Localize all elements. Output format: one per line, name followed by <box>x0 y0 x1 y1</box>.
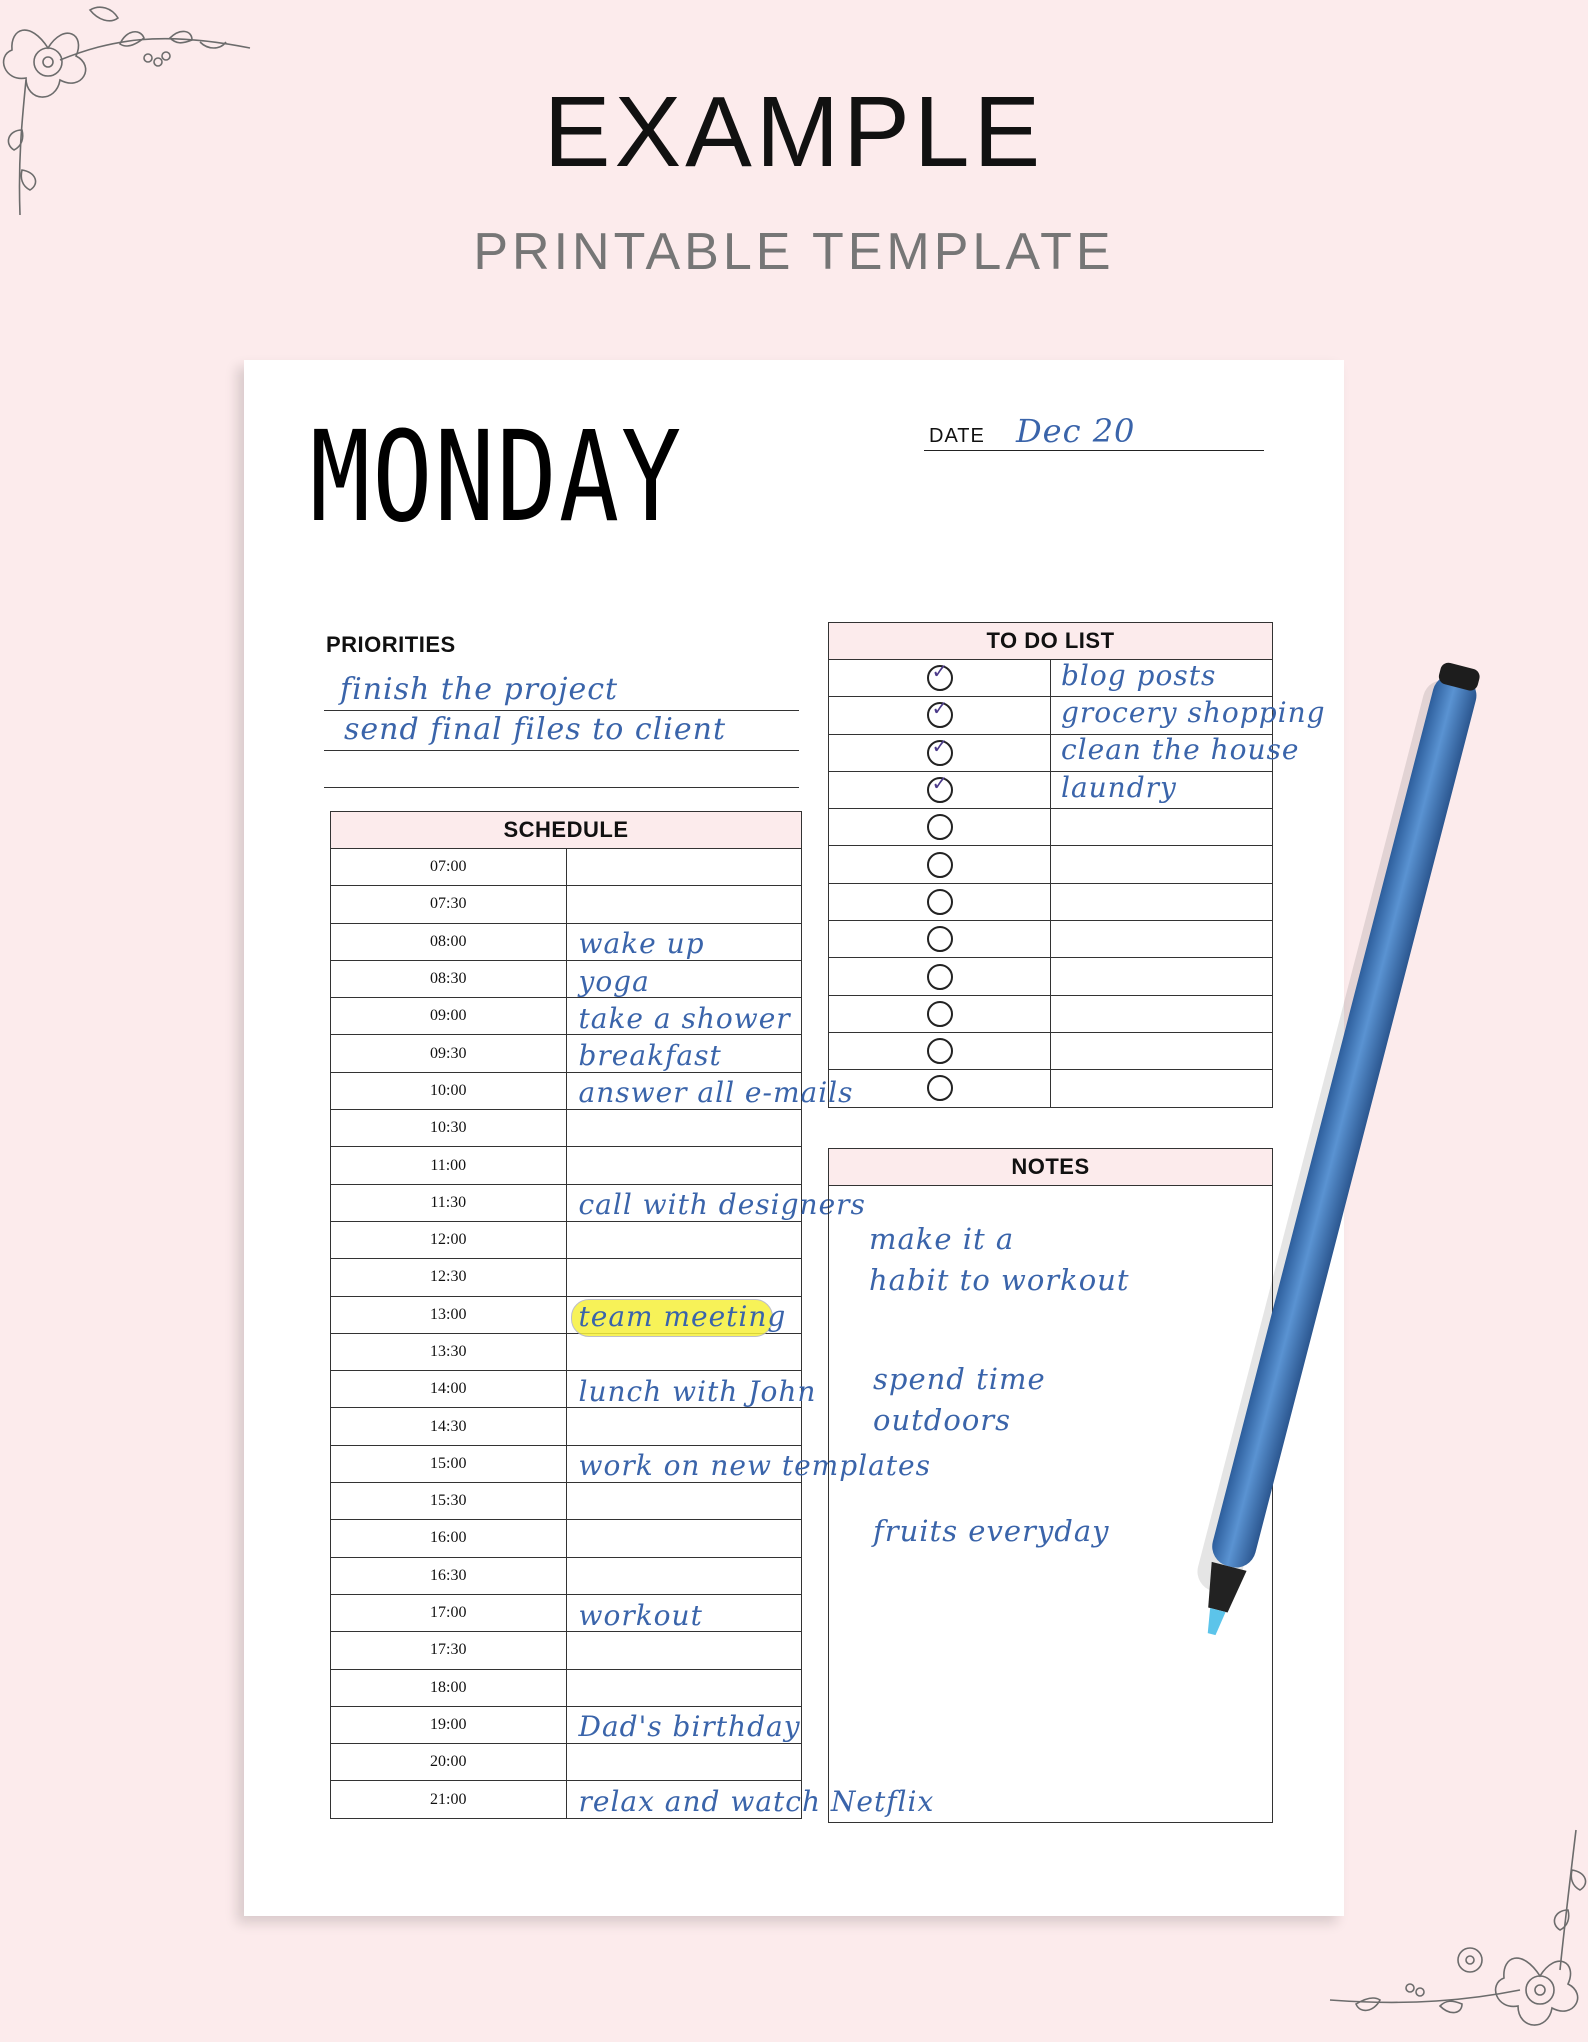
schedule-activity-cell <box>566 998 802 1035</box>
schedule-row <box>331 1110 802 1147</box>
schedule-activity-cell <box>566 1744 802 1781</box>
priority-item: send final files to client <box>344 712 727 747</box>
schedule-time: 21:00 <box>331 1781 567 1818</box>
checked-circle-icon[interactable] <box>927 661 953 691</box>
todo-checkbox-cell <box>829 921 1051 958</box>
schedule-activity-cell <box>566 923 802 960</box>
schedule-time: 11:30 <box>331 1184 567 1221</box>
checkmark-icon: ✓ <box>931 773 949 796</box>
schedule-activity: work on new templates <box>578 1449 931 1483</box>
schedule-row <box>331 1483 802 1520</box>
checkmark-icon: ✓ <box>931 698 949 721</box>
schedule-activity: yoga <box>578 964 650 998</box>
schedule-row <box>331 1706 802 1743</box>
schedule-time: 12:00 <box>331 1221 567 1258</box>
schedule-activity-cell <box>566 1110 802 1147</box>
schedule-time: 10:30 <box>331 1110 567 1147</box>
schedule-row <box>331 1445 802 1482</box>
schedule-activity: breakfast <box>578 1039 722 1073</box>
checkmark-icon: ✓ <box>931 735 949 758</box>
schedule-activity-cell <box>566 1259 802 1296</box>
schedule-row <box>331 1744 802 1781</box>
empty-circle-icon[interactable] <box>927 1038 953 1064</box>
schedule-time: 19:00 <box>331 1706 567 1743</box>
schedule-time: 16:30 <box>331 1557 567 1594</box>
schedule-activity-cell <box>566 1594 802 1631</box>
schedule-row <box>331 1781 802 1818</box>
schedule-time: 08:00 <box>331 923 567 960</box>
marker-pen-icon <box>1180 650 1510 1650</box>
todo-checkbox-cell <box>829 1032 1051 1069</box>
todo-checkbox-cell <box>829 1070 1051 1107</box>
schedule-row <box>331 1184 802 1221</box>
schedule-activity-cell <box>566 960 802 997</box>
note-item: fruits everyday <box>873 1514 1110 1548</box>
todo-checkbox-cell <box>829 995 1051 1032</box>
schedule-activity-cell <box>566 1408 802 1445</box>
schedule-time: 16:00 <box>331 1520 567 1557</box>
todo-checkbox-cell <box>829 958 1051 995</box>
schedule-activity-cell <box>566 1035 802 1072</box>
schedule-activity-cell <box>566 1296 802 1333</box>
date-value: Dec 20 <box>1016 412 1136 450</box>
schedule-time: 09:00 <box>331 998 567 1035</box>
date-line <box>924 450 1264 451</box>
schedule-time: 17:30 <box>331 1632 567 1669</box>
note-item: make it a habit to workout <box>869 1222 1130 1297</box>
schedule-activity-cell <box>566 1520 802 1557</box>
schedule-row <box>331 886 802 923</box>
schedule-activity-cell <box>566 1706 802 1743</box>
schedule-activity-cell <box>566 1333 802 1370</box>
schedule-activity: workout <box>578 1598 703 1632</box>
todo-task: blog posts <box>1061 658 1217 692</box>
schedule-row <box>331 1259 802 1296</box>
schedule-row <box>331 1072 802 1109</box>
floral-corner-bottom-right-icon <box>1320 1810 1588 2042</box>
priorities-title: PRIORITIES <box>326 632 456 657</box>
date-label: DATE <box>929 425 985 447</box>
schedule-activity-cell <box>566 849 802 886</box>
schedule-row <box>331 1594 802 1631</box>
schedule-activity: take a shower <box>578 1001 791 1035</box>
schedule-time: 18:00 <box>331 1669 567 1706</box>
schedule-time: 15:00 <box>331 1445 567 1482</box>
checked-circle-icon[interactable] <box>927 735 953 766</box>
schedule-activity: team meeting <box>578 1300 787 1334</box>
schedule-activity-cell <box>566 1147 802 1184</box>
checked-circle-icon[interactable] <box>927 773 953 803</box>
schedule-activity-cell <box>566 886 802 923</box>
day-title: MONDAY <box>310 403 684 550</box>
priority-line <box>324 750 799 751</box>
schedule-row <box>331 1632 802 1669</box>
schedule-row <box>331 923 802 960</box>
schedule-row <box>331 1520 802 1557</box>
schedule-activity-cell <box>566 1371 817 1408</box>
schedule-row <box>331 1296 802 1333</box>
priority-item: finish the project <box>340 672 619 707</box>
empty-circle-icon[interactable] <box>927 814 953 840</box>
todo-title: TO DO LIST <box>829 623 1273 660</box>
schedule-row <box>331 1371 802 1408</box>
todo-task: grocery shopping <box>1061 695 1326 729</box>
schedule-activity-cell <box>566 1669 802 1706</box>
notes-title: NOTES <box>829 1149 1272 1186</box>
schedule-time: 09:30 <box>331 1035 567 1072</box>
schedule-activity: Dad's birthday <box>578 1710 801 1744</box>
todo-checkbox-cell <box>829 846 1051 883</box>
schedule-activity-cell <box>566 1072 854 1110</box>
empty-circle-icon[interactable] <box>927 964 953 990</box>
schedule-row <box>331 1221 802 1258</box>
schedule-row <box>331 1557 802 1594</box>
schedule-activity-cell <box>566 1557 802 1594</box>
empty-circle-icon[interactable] <box>927 1075 953 1101</box>
schedule-activity-cell <box>566 1445 931 1483</box>
planner-sheet <box>244 360 1344 1916</box>
schedule-activity: answer all e-mails <box>578 1076 854 1110</box>
checked-circle-icon[interactable] <box>927 698 953 728</box>
schedule-time: 08:30 <box>331 960 567 997</box>
schedule-time: 13:00 <box>331 1296 567 1333</box>
empty-circle-icon[interactable] <box>927 889 953 915</box>
empty-circle-icon[interactable] <box>927 926 953 952</box>
checkmark-icon: ✓ <box>931 661 949 684</box>
schedule-time: 11:00 <box>331 1147 567 1184</box>
schedule-time: 14:30 <box>331 1408 567 1445</box>
priority-line <box>324 787 799 788</box>
schedule-activity: call with designers <box>578 1188 866 1222</box>
schedule-table <box>330 811 935 1819</box>
note-item: spend time outdoors <box>873 1362 1046 1437</box>
schedule-row <box>331 1147 802 1184</box>
schedule-time: 07:00 <box>331 849 567 886</box>
schedule-activity-cell <box>566 1221 802 1258</box>
schedule-activity-cell <box>566 1632 802 1669</box>
schedule-row <box>331 1408 802 1445</box>
schedule-title: SCHEDULE <box>331 812 802 849</box>
schedule-row <box>331 998 802 1035</box>
todo-checkbox-cell <box>829 697 1051 734</box>
schedule-activity-cell <box>566 1781 935 1819</box>
schedule-row <box>331 960 802 997</box>
schedule-row <box>331 1035 802 1072</box>
schedule-activity-cell <box>566 1483 802 1520</box>
todo-checkbox-cell <box>829 809 1051 846</box>
todo-task: laundry <box>1061 770 1177 804</box>
todo-checkbox-cell <box>829 771 1051 808</box>
schedule-time: 07:30 <box>331 886 567 923</box>
empty-circle-icon[interactable] <box>927 852 953 878</box>
priority-line <box>324 710 799 711</box>
schedule-row <box>331 1333 802 1370</box>
schedule-time: 15:30 <box>331 1483 567 1520</box>
todo-task: clean the house <box>1061 733 1300 767</box>
schedule-activity: lunch with John <box>578 1374 817 1408</box>
schedule-time: 12:30 <box>331 1259 567 1296</box>
schedule-time: 17:00 <box>331 1594 567 1631</box>
page-subtitle: PRINTABLE TEMPLATE <box>473 223 1115 281</box>
todo-checkbox-cell <box>829 883 1051 920</box>
schedule-time: 10:00 <box>331 1072 567 1109</box>
schedule-activity-cell <box>566 1184 866 1222</box>
schedule-time: 20:00 <box>331 1744 567 1781</box>
todo-checkbox-cell <box>829 660 1051 697</box>
schedule-time: 13:30 <box>331 1333 567 1370</box>
schedule-activity: relax and watch Netflix <box>578 1785 935 1819</box>
schedule-time: 14:00 <box>331 1371 567 1408</box>
todo-checkbox-cell <box>829 734 1051 771</box>
schedule-activity: wake up <box>578 927 705 961</box>
schedule-row <box>331 849 802 886</box>
page-title: EXAMPLE <box>543 76 1045 188</box>
empty-circle-icon[interactable] <box>927 1001 953 1027</box>
schedule-row <box>331 1669 802 1706</box>
